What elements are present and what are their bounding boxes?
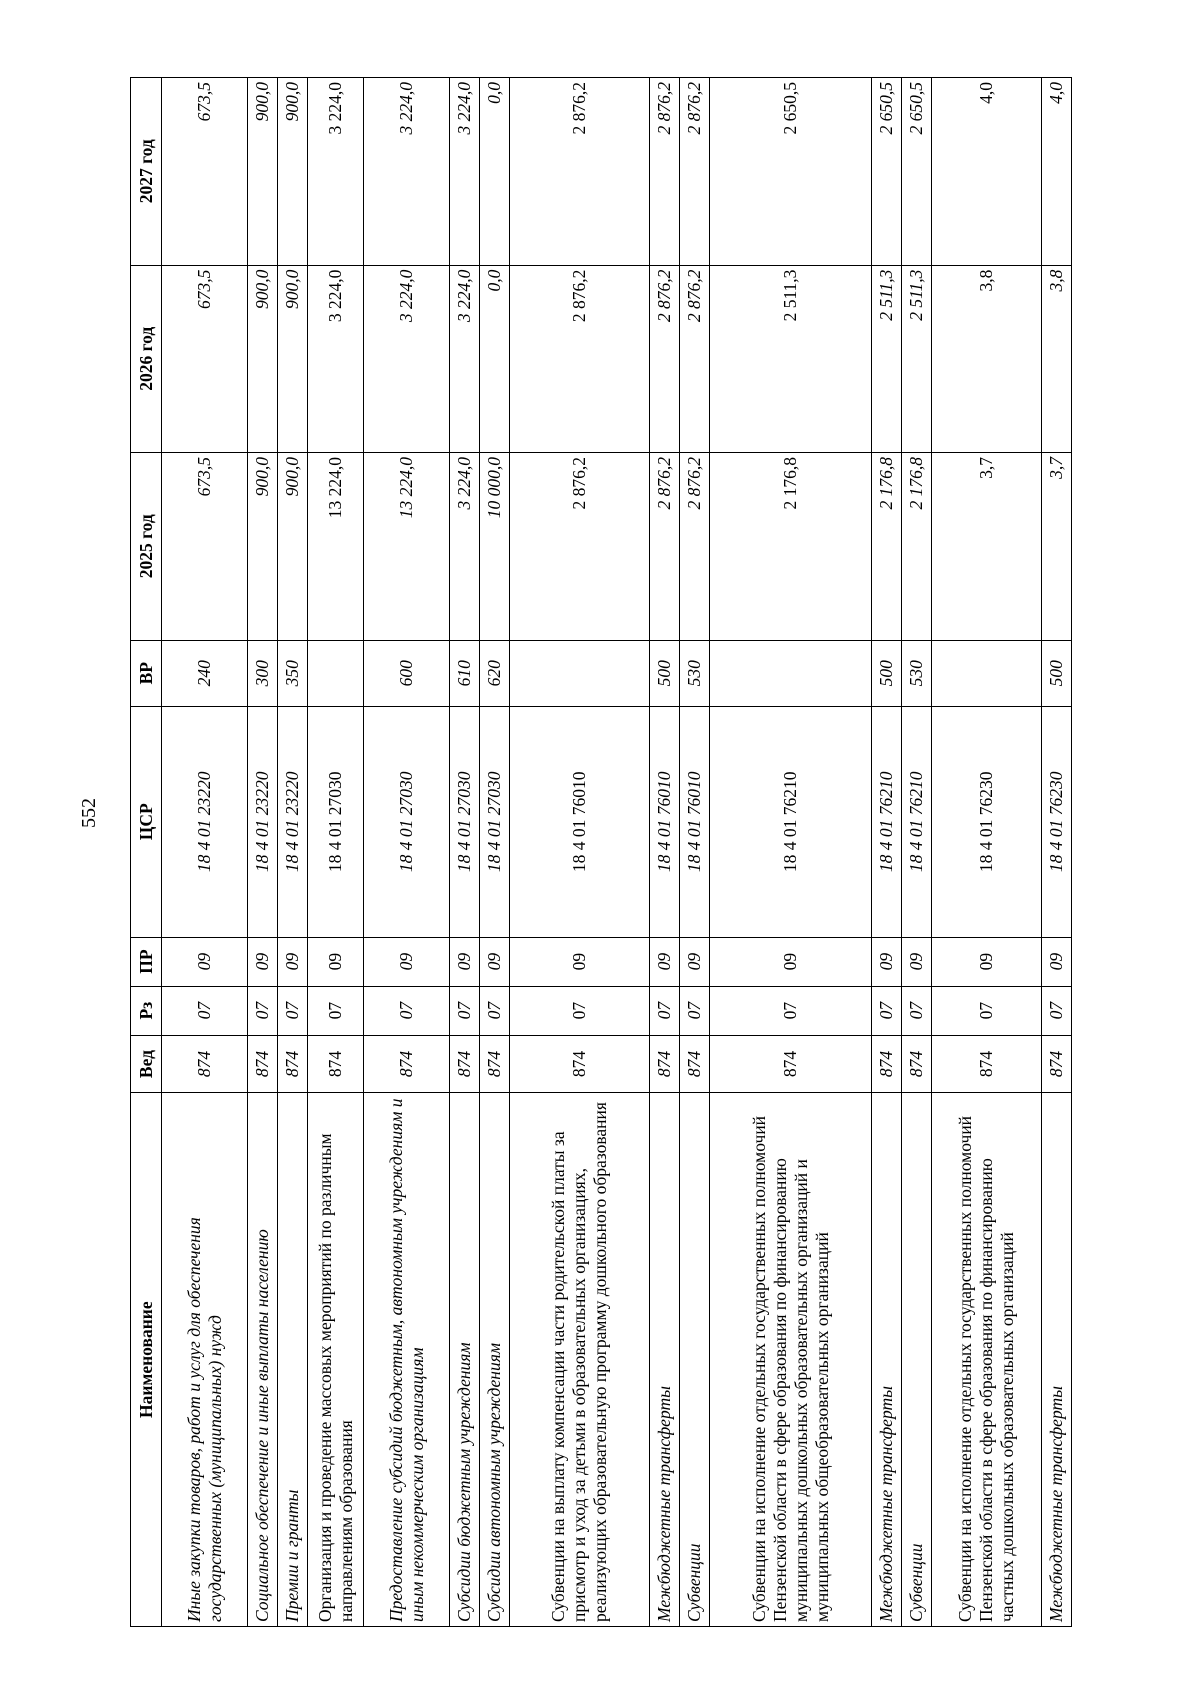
row-csr: 18 4 01 27030: [308, 706, 364, 937]
row-name: Межбюджетные трансферты: [1042, 1093, 1072, 1627]
row-rz: 07: [902, 986, 932, 1035]
row-2026: 3 224,0: [364, 265, 450, 452]
row-name: Субвенции: [902, 1093, 932, 1627]
row-2026: 2 511,3: [902, 265, 932, 452]
row-2025: 2 876,2: [510, 453, 650, 640]
row-2027: 3 224,0: [308, 78, 364, 266]
row-ved: 874: [932, 1035, 1042, 1093]
row-ved: 874: [248, 1035, 278, 1093]
row-vr: 240: [162, 640, 248, 706]
row-ved: 874: [680, 1035, 710, 1093]
table-row: [680, 78, 710, 1627]
row-vr: [932, 640, 1042, 706]
header-csr: ЦСР: [131, 706, 162, 937]
row-ved: 874: [902, 1035, 932, 1093]
row-2027: 2 650,5: [872, 78, 902, 266]
row-2026: 2 876,2: [650, 265, 680, 452]
row-vr: [510, 640, 650, 706]
row-ved: 874: [710, 1035, 872, 1093]
row-vr: 600: [364, 640, 450, 706]
header-vr: ВР: [131, 640, 162, 706]
row-pr: 09: [650, 937, 680, 986]
row-name: Субвенции на выплату компенсации части родительской платы за присмотр и уход за детьми в образовательных организациях, реализующих образовательную программу дошкольного образования: [510, 1093, 650, 1627]
row-2025: 13 224,0: [308, 453, 364, 640]
row-ved: 874: [480, 1035, 510, 1093]
row-2025: 10 000,0: [480, 453, 510, 640]
row-2026: 2 876,2: [680, 265, 710, 452]
row-rz: 07: [480, 986, 510, 1035]
row-vr: 500: [650, 640, 680, 706]
row-csr: 18 4 01 76010: [650, 706, 680, 937]
row-2025: 3,7: [932, 453, 1042, 640]
row-rz: 07: [248, 986, 278, 1035]
row-vr: 620: [480, 640, 510, 706]
rotated-table-container: [130, 77, 1072, 1627]
row-2027: 4,0: [1042, 78, 1072, 266]
row-ved: 874: [872, 1035, 902, 1093]
row-name: Социальное обеспечение и иные выплаты населению: [248, 1093, 278, 1627]
row-2026: 3,8: [932, 265, 1042, 452]
row-ved: 874: [308, 1035, 364, 1093]
row-ved: 874: [278, 1035, 308, 1093]
table-row: [932, 78, 1042, 1627]
row-ved: 874: [162, 1035, 248, 1093]
row-rz: 07: [932, 986, 1042, 1035]
row-name: Премии и гранты: [278, 1093, 308, 1627]
table-row: [1042, 78, 1072, 1627]
row-vr: 530: [680, 640, 710, 706]
row-pr: 09: [710, 937, 872, 986]
row-vr: [710, 640, 872, 706]
header-rz: Рз: [131, 986, 162, 1035]
row-pr: 09: [872, 937, 902, 986]
row-csr: 18 4 01 23220: [248, 706, 278, 937]
row-name: Субвенции на исполнение отдельных государственных полномочий Пензенской области в сфере образования по финансированию муниципальных дошкольных образовательных организаций и муниципальных общеобразовательных организаций: [710, 1093, 872, 1627]
row-vr: 500: [872, 640, 902, 706]
row-2027: 2 876,2: [510, 78, 650, 266]
row-2027: 0,0: [480, 78, 510, 266]
row-2027: 673,5: [162, 78, 248, 266]
row-name: Субсидии бюджетным учреждениям: [450, 1093, 480, 1627]
table-row: [902, 78, 932, 1627]
row-2026: 2 511,3: [710, 265, 872, 452]
row-csr: 18 4 01 76230: [932, 706, 1042, 937]
row-name: Организация и проведение массовых мероприятий по различным направлениям образования: [308, 1093, 364, 1627]
row-name: Предоставление субсидий бюджетным, автономным учреждениям и иным некоммерческим организациям: [364, 1093, 450, 1627]
row-rz: 07: [650, 986, 680, 1035]
row-2025: 2 176,8: [872, 453, 902, 640]
budget-table: [130, 77, 1072, 1627]
row-csr: 18 4 01 23220: [162, 706, 248, 937]
row-2027: 2 650,5: [902, 78, 932, 266]
header-2026: 2026 год: [131, 265, 162, 452]
row-2025: 2 176,8: [902, 453, 932, 640]
row-2026: 900,0: [248, 265, 278, 452]
row-2026: 900,0: [278, 265, 308, 452]
row-pr: 09: [364, 937, 450, 986]
row-2025: 2 876,2: [680, 453, 710, 640]
row-name: Межбюджетные трансферты: [872, 1093, 902, 1627]
row-2025: 673,5: [162, 453, 248, 640]
row-2027: 4,0: [932, 78, 1042, 266]
row-2025: 900,0: [248, 453, 278, 640]
row-pr: 09: [450, 937, 480, 986]
row-2027: 900,0: [248, 78, 278, 266]
row-csr: 18 4 01 76210: [902, 706, 932, 937]
row-rz: 07: [450, 986, 480, 1035]
row-2026: 3,8: [1042, 265, 1072, 452]
header-2027: 2027 год: [131, 78, 162, 266]
row-rz: 07: [872, 986, 902, 1035]
page-number: 552: [78, 798, 100, 828]
row-2027: 2 650,5: [710, 78, 872, 266]
row-vr: 530: [902, 640, 932, 706]
row-vr: [308, 640, 364, 706]
row-ved: 874: [510, 1035, 650, 1093]
row-rz: 07: [308, 986, 364, 1035]
row-csr: 18 4 01 76010: [510, 706, 650, 937]
row-name: Иные закупки товаров, работ и услуг для обеспечения государственных (муниципальных) нужд: [162, 1093, 248, 1627]
header-2025: 2025 год: [131, 453, 162, 640]
row-pr: 09: [308, 937, 364, 986]
row-2027: 2 876,2: [650, 78, 680, 266]
row-name: Субвенции: [680, 1093, 710, 1627]
row-csr: 18 4 01 27030: [450, 706, 480, 937]
row-rz: 07: [510, 986, 650, 1035]
table-row: [248, 78, 278, 1627]
row-name: Субвенции на исполнение отдельных государственных полномочий Пензенской области в сфере образования по финансированию частных дошкольных образовательных организаций: [932, 1093, 1042, 1627]
row-csr: 18 4 01 27030: [364, 706, 450, 937]
row-pr: 09: [162, 937, 248, 986]
row-2025: 2 176,8: [710, 453, 872, 640]
row-csr: 18 4 01 76210: [872, 706, 902, 937]
row-2025: 3 224,0: [450, 453, 480, 640]
header-pr: ПР: [131, 937, 162, 986]
row-2025: 900,0: [278, 453, 308, 640]
row-2026: 3 224,0: [450, 265, 480, 452]
row-ved: 874: [1042, 1035, 1072, 1093]
row-pr: 09: [510, 937, 650, 986]
row-rz: 07: [1042, 986, 1072, 1035]
row-2025: 3,7: [1042, 453, 1072, 640]
row-2026: 2 876,2: [510, 265, 650, 452]
table-row: [308, 78, 364, 1627]
header-name: Наименование: [131, 1093, 162, 1627]
row-name: Межбюджетные трансферты: [650, 1093, 680, 1627]
table-row: [450, 78, 480, 1627]
row-rz: 07: [278, 986, 308, 1035]
row-pr: 09: [248, 937, 278, 986]
row-rz: 07: [680, 986, 710, 1035]
row-csr: 18 4 01 23220: [278, 706, 308, 937]
row-vr: 300: [248, 640, 278, 706]
row-rz: 07: [710, 986, 872, 1035]
row-vr: 500: [1042, 640, 1072, 706]
row-csr: 18 4 01 27030: [480, 706, 510, 937]
row-csr: 18 4 01 76010: [680, 706, 710, 937]
table-row: [364, 78, 450, 1627]
row-ved: 874: [450, 1035, 480, 1093]
row-2027: 2 876,2: [680, 78, 710, 266]
row-2025: 2 876,2: [650, 453, 680, 640]
row-pr: 09: [902, 937, 932, 986]
row-vr: 350: [278, 640, 308, 706]
row-2025: 13 224,0: [364, 453, 450, 640]
row-vr: 610: [450, 640, 480, 706]
row-rz: 07: [364, 986, 450, 1035]
row-pr: 09: [680, 937, 710, 986]
table-row: [480, 78, 510, 1627]
row-pr: 09: [1042, 937, 1072, 986]
row-pr: 09: [932, 937, 1042, 986]
table-row: [278, 78, 308, 1627]
row-2027: 900,0: [278, 78, 308, 266]
row-2026: 673,5: [162, 265, 248, 452]
row-2026: 3 224,0: [308, 265, 364, 452]
table-row: [710, 78, 872, 1627]
table-row: [162, 78, 248, 1627]
row-pr: 09: [480, 937, 510, 986]
table-row: [510, 78, 650, 1627]
row-pr: 09: [278, 937, 308, 986]
header-ved: Вед: [131, 1035, 162, 1093]
row-csr: 18 4 01 76230: [1042, 706, 1072, 937]
table-row: [872, 78, 902, 1627]
row-2027: 3 224,0: [450, 78, 480, 266]
row-ved: 874: [650, 1035, 680, 1093]
row-csr: 18 4 01 76210: [710, 706, 872, 937]
table-header-row: [131, 78, 162, 1627]
row-ved: 874: [364, 1035, 450, 1093]
row-2026: 2 511,3: [872, 265, 902, 452]
row-name: Субсидии автономным учреждениям: [480, 1093, 510, 1627]
row-2027: 3 224,0: [364, 78, 450, 266]
table-row: [650, 78, 680, 1627]
row-2026: 0,0: [480, 265, 510, 452]
row-rz: 07: [162, 986, 248, 1035]
